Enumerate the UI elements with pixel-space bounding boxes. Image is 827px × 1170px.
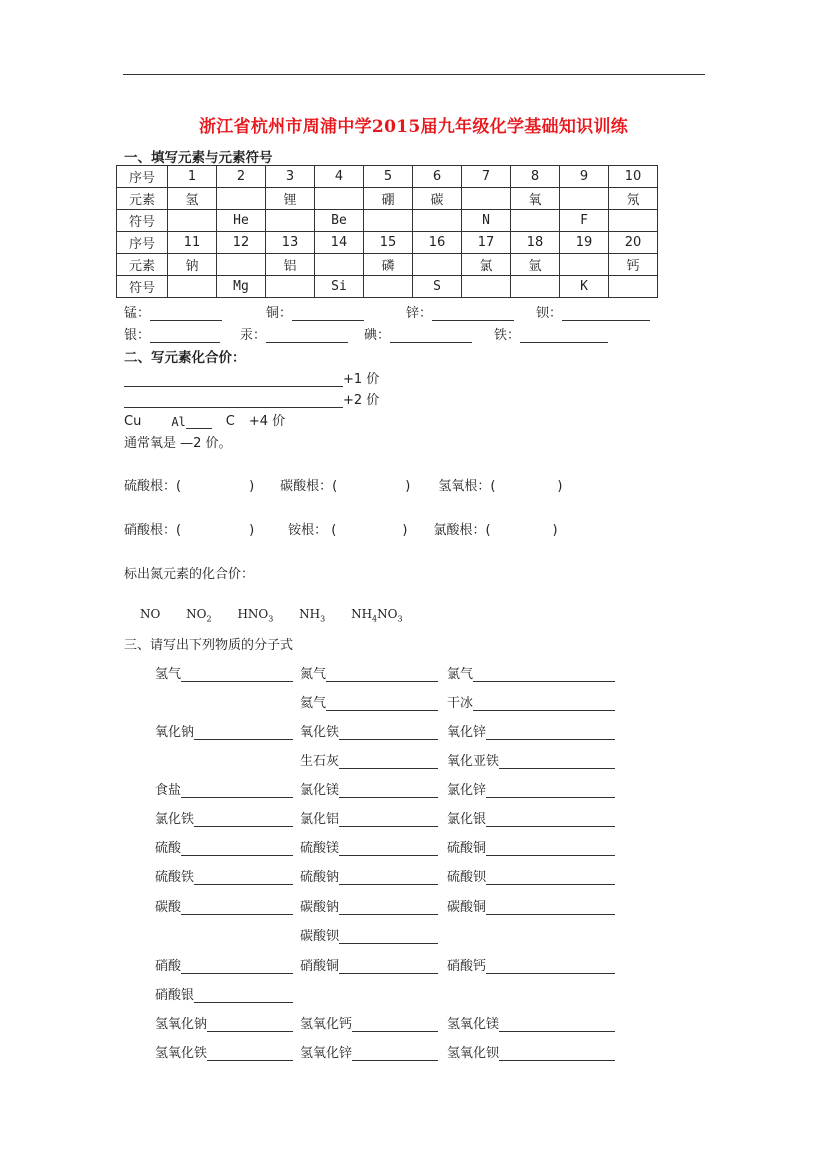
answer-blank[interactable] bbox=[486, 812, 615, 827]
table-cell[interactable]: 氢 bbox=[168, 188, 217, 210]
substance-label: 生石灰 bbox=[300, 754, 340, 769]
table-cell[interactable]: 5 bbox=[364, 166, 413, 188]
table-row bbox=[117, 188, 658, 210]
table-row bbox=[117, 210, 658, 232]
answer-blank[interactable] bbox=[150, 328, 220, 343]
substance-label: 氢氧化镁 bbox=[447, 1017, 500, 1032]
table-cell[interactable] bbox=[511, 210, 560, 232]
element-c: C bbox=[225, 414, 235, 429]
valence-line-2 bbox=[124, 389, 379, 408]
close-paren: ) bbox=[552, 523, 558, 538]
table-row bbox=[117, 166, 658, 188]
table-cell[interactable]: 14 bbox=[315, 232, 364, 254]
oxygen-note: 通常氧是 —2 价。 bbox=[124, 436, 232, 451]
close-paren: ) bbox=[405, 479, 411, 494]
table-cell[interactable]: 2 bbox=[217, 166, 266, 188]
row-label: 符号 bbox=[117, 210, 168, 232]
extra-label: 锰： bbox=[124, 306, 151, 321]
answer-blank[interactable] bbox=[339, 783, 438, 798]
formula-item bbox=[155, 866, 293, 885]
answer-blank[interactable] bbox=[124, 393, 343, 408]
answer-blank[interactable] bbox=[499, 754, 615, 769]
element-al: Al bbox=[171, 415, 186, 429]
answer-blank[interactable] bbox=[390, 328, 472, 343]
substance-label: 氢氧化钡 bbox=[447, 1046, 500, 1061]
substance-label: 氧化钠 bbox=[155, 725, 195, 740]
formula-item bbox=[155, 837, 293, 856]
answer-blank[interactable] bbox=[339, 900, 438, 915]
formula-no: NO bbox=[140, 607, 161, 621]
table-cell[interactable] bbox=[217, 254, 266, 276]
table-cell[interactable]: He bbox=[217, 210, 266, 232]
table-cell[interactable] bbox=[462, 276, 511, 298]
valence-suffix: +2 价 bbox=[343, 393, 380, 408]
table-cell[interactable] bbox=[315, 188, 364, 210]
answer-blank[interactable] bbox=[181, 783, 293, 798]
table-row bbox=[117, 232, 658, 254]
answer-blank[interactable] bbox=[486, 870, 615, 885]
row-label: 序号 bbox=[117, 232, 168, 254]
answer-blank[interactable] bbox=[194, 870, 293, 885]
root-label: 硝酸根：( bbox=[124, 523, 182, 538]
answer-blank[interactable] bbox=[181, 900, 293, 915]
table-cell[interactable]: 铝 bbox=[266, 254, 315, 276]
substance-label: 氧化亚铁 bbox=[447, 754, 500, 769]
answer-blank[interactable] bbox=[207, 1046, 293, 1061]
answer-blank[interactable] bbox=[499, 1017, 615, 1032]
table-cell[interactable]: F bbox=[560, 210, 609, 232]
table-cell[interactable]: 6 bbox=[413, 166, 462, 188]
answer-blank[interactable] bbox=[486, 959, 615, 974]
substance-label: 碳酸钡 bbox=[300, 929, 340, 944]
table-cell[interactable]: Be bbox=[315, 210, 364, 232]
table-cell[interactable]: 氯 bbox=[462, 254, 511, 276]
formula-nh4no3: $NH_4NO_3$ bbox=[351, 607, 403, 624]
formula-item bbox=[300, 663, 438, 682]
table-row bbox=[117, 276, 658, 298]
table-cell[interactable]: N bbox=[462, 210, 511, 232]
table-cell[interactable]: 氧 bbox=[511, 188, 560, 210]
formula-item bbox=[300, 1013, 438, 1032]
extra-label: 铁： bbox=[494, 328, 521, 343]
substance-label: 氯气 bbox=[447, 667, 474, 682]
substance-label: 氦气 bbox=[300, 696, 327, 711]
substance-label: 氢氧化锌 bbox=[300, 1046, 353, 1061]
table-cell[interactable]: 4 bbox=[315, 166, 364, 188]
table-cell[interactable]: 15 bbox=[364, 232, 413, 254]
root-label: 硫酸根：( bbox=[124, 479, 182, 494]
table-cell[interactable]: 19 bbox=[560, 232, 609, 254]
answer-blank[interactable] bbox=[186, 414, 212, 429]
root-label: 氢氧根：( bbox=[438, 479, 496, 494]
root-label: 铵根： ( bbox=[288, 523, 337, 538]
formula-nh3: $NH_3$ bbox=[299, 607, 326, 624]
formula-item bbox=[300, 721, 438, 740]
formula-item bbox=[447, 1042, 615, 1061]
answer-blank[interactable] bbox=[486, 725, 615, 740]
answer-blank[interactable] bbox=[339, 870, 438, 885]
table-cell[interactable]: 氩 bbox=[511, 254, 560, 276]
table-cell[interactable]: 1 bbox=[168, 166, 217, 188]
answer-blank[interactable] bbox=[339, 929, 438, 944]
answer-blank[interactable] bbox=[326, 696, 438, 711]
substance-label: 食盐 bbox=[155, 783, 182, 798]
substance-label: 氯化锌 bbox=[447, 783, 487, 798]
close-paren: ) bbox=[402, 523, 408, 538]
formula-item bbox=[447, 750, 615, 769]
substance-label: 硫酸铜 bbox=[447, 841, 487, 856]
formula-item bbox=[155, 808, 293, 827]
extra-label: 锌： bbox=[406, 306, 433, 321]
answer-blank[interactable] bbox=[194, 725, 293, 740]
answer-blank[interactable] bbox=[562, 306, 650, 321]
substance-label: 干冰 bbox=[447, 696, 474, 711]
formula-item bbox=[447, 1013, 615, 1032]
table-cell[interactable]: 碳 bbox=[413, 188, 462, 210]
answer-blank[interactable] bbox=[181, 841, 293, 856]
header-rule bbox=[123, 74, 705, 75]
table-cell[interactable]: 20 bbox=[609, 232, 658, 254]
table-cell[interactable] bbox=[364, 276, 413, 298]
table-cell[interactable]: 锂 bbox=[266, 188, 315, 210]
answer-blank[interactable] bbox=[150, 306, 222, 321]
formula-item bbox=[447, 896, 615, 915]
table-row bbox=[117, 254, 658, 276]
substance-label: 氮气 bbox=[300, 667, 327, 682]
substance-label: 碳酸铜 bbox=[447, 900, 487, 915]
formula-item bbox=[155, 1013, 293, 1032]
answer-blank[interactable] bbox=[486, 841, 615, 856]
table-cell[interactable]: K bbox=[560, 276, 609, 298]
table-cell[interactable]: 12 bbox=[217, 232, 266, 254]
table-cell[interactable]: 17 bbox=[462, 232, 511, 254]
substance-label: 硝酸铜 bbox=[300, 959, 340, 974]
table-cell[interactable] bbox=[511, 276, 560, 298]
answer-blank[interactable] bbox=[432, 306, 514, 321]
table-cell[interactable]: Mg bbox=[217, 276, 266, 298]
answer-blank[interactable] bbox=[292, 306, 364, 321]
substance-label: 碳酸钠 bbox=[300, 900, 340, 915]
answer-blank[interactable] bbox=[339, 841, 438, 856]
table-cell[interactable]: S bbox=[413, 276, 462, 298]
table-cell[interactable] bbox=[560, 254, 609, 276]
substance-label: 氧化铁 bbox=[300, 725, 340, 740]
substance-label: 氧化锌 bbox=[447, 725, 487, 740]
substance-label: 氯化镁 bbox=[300, 783, 340, 798]
formula-item bbox=[155, 721, 293, 740]
formula-item bbox=[447, 779, 615, 798]
formula-item bbox=[300, 925, 438, 944]
table-cell[interactable] bbox=[217, 188, 266, 210]
substance-label: 硫酸铁 bbox=[155, 870, 195, 885]
formula-hno3: $HNO_3$ bbox=[237, 607, 274, 624]
table-cell[interactable] bbox=[609, 276, 658, 298]
substance-label: 氢氧化钙 bbox=[300, 1017, 353, 1032]
formula-item bbox=[300, 808, 438, 827]
answer-blank[interactable] bbox=[124, 372, 343, 387]
formula-item bbox=[155, 955, 293, 974]
table-cell[interactable]: 3 bbox=[266, 166, 315, 188]
table-cell[interactable]: 11 bbox=[168, 232, 217, 254]
table-cell[interactable]: 7 bbox=[462, 166, 511, 188]
answer-blank[interactable] bbox=[499, 1046, 615, 1061]
formula-item bbox=[300, 692, 438, 711]
substance-label: 氢氧化铁 bbox=[155, 1046, 208, 1061]
table-cell[interactable] bbox=[266, 276, 315, 298]
substance-label: 氢氧化钠 bbox=[155, 1017, 208, 1032]
roots-row-1 bbox=[124, 475, 562, 494]
roots-row-2 bbox=[124, 519, 558, 538]
formula-item bbox=[447, 837, 615, 856]
table-cell[interactable]: 磷 bbox=[364, 254, 413, 276]
formula-item bbox=[300, 955, 438, 974]
formula-item bbox=[300, 866, 438, 885]
substance-label: 氢气 bbox=[155, 667, 182, 682]
answer-blank[interactable] bbox=[339, 959, 438, 974]
formula-no2: $NO_2$ bbox=[186, 607, 212, 624]
answer-blank[interactable] bbox=[473, 696, 615, 711]
table-cell[interactable] bbox=[168, 276, 217, 298]
substance-label: 硫酸 bbox=[155, 841, 182, 856]
extra-label: 银： bbox=[124, 328, 151, 343]
substance-label: 硫酸钠 bbox=[300, 870, 340, 885]
answer-blank[interactable] bbox=[181, 959, 293, 974]
root-label: 氯酸根：( bbox=[433, 523, 491, 538]
table-cell[interactable] bbox=[413, 210, 462, 232]
answer-blank[interactable] bbox=[520, 328, 608, 343]
row-label: 序号 bbox=[117, 166, 168, 188]
table-cell[interactable]: 13 bbox=[266, 232, 315, 254]
formula-item bbox=[300, 837, 438, 856]
extra-label: 汞： bbox=[240, 328, 267, 343]
formula-item bbox=[447, 808, 615, 827]
table-cell[interactable]: 硼 bbox=[364, 188, 413, 210]
table-cell[interactable]: 9 bbox=[560, 166, 609, 188]
substance-label: 硫酸钡 bbox=[447, 870, 487, 885]
formula-item bbox=[300, 1042, 438, 1061]
extra-label: 铜： bbox=[266, 306, 293, 321]
answer-blank[interactable] bbox=[339, 812, 438, 827]
element-cu: Cu bbox=[124, 414, 142, 429]
nitrogen-prompt: 标出氮元素的化合价： bbox=[124, 567, 255, 582]
extra-label: 碘： bbox=[364, 328, 391, 343]
table-cell[interactable]: 10 bbox=[609, 166, 658, 188]
formula-item bbox=[300, 779, 438, 798]
root-label: 碳酸根：( bbox=[280, 479, 338, 494]
substance-label: 硝酸 bbox=[155, 959, 182, 974]
close-paren: ) bbox=[249, 523, 255, 538]
substance-label: 氯化银 bbox=[447, 812, 487, 827]
formula-item bbox=[447, 866, 615, 885]
valence-line-1 bbox=[124, 368, 379, 387]
answer-blank[interactable] bbox=[266, 328, 348, 343]
close-paren: ) bbox=[557, 479, 563, 494]
row-label: 符号 bbox=[117, 276, 168, 298]
formula-item bbox=[155, 663, 293, 682]
formula-item bbox=[447, 955, 615, 974]
answer-blank[interactable] bbox=[352, 1017, 438, 1032]
answer-blank[interactable] bbox=[181, 667, 293, 682]
answer-blank[interactable] bbox=[339, 725, 438, 740]
extra-label: 钡： bbox=[536, 306, 563, 321]
row-label: 元素 bbox=[117, 254, 168, 276]
table-cell[interactable]: 氖 bbox=[609, 188, 658, 210]
formula-item bbox=[447, 692, 615, 711]
substance-label: 氯化铝 bbox=[300, 812, 340, 827]
substance-label: 硫酸镁 bbox=[300, 841, 340, 856]
formula-item bbox=[300, 750, 438, 769]
page-title: 浙江省杭州市周浦中学2015届九年级化学基础知识训练 bbox=[198, 117, 629, 137]
answer-blank[interactable] bbox=[339, 754, 438, 769]
formula-item bbox=[155, 779, 293, 798]
table-cell[interactable] bbox=[168, 210, 217, 232]
table-cell[interactable] bbox=[266, 210, 315, 232]
table-cell[interactable]: 钙 bbox=[609, 254, 658, 276]
extra-row-2 bbox=[124, 324, 608, 343]
answer-blank[interactable] bbox=[473, 667, 615, 682]
answer-blank[interactable] bbox=[326, 667, 438, 682]
extra-row-1 bbox=[124, 302, 650, 321]
answer-blank[interactable] bbox=[194, 812, 293, 827]
table-cell[interactable] bbox=[315, 254, 364, 276]
substance-label: 氯化铁 bbox=[155, 812, 195, 827]
formula-item bbox=[300, 896, 438, 915]
table-cell[interactable] bbox=[609, 210, 658, 232]
substance-label: 硝酸银 bbox=[155, 988, 195, 1003]
valence-suffix: +1 价 bbox=[343, 372, 380, 387]
table-cell[interactable] bbox=[413, 254, 462, 276]
row-label: 元素 bbox=[117, 188, 168, 210]
answer-blank[interactable] bbox=[207, 1017, 293, 1032]
table-cell[interactable]: 18 bbox=[511, 232, 560, 254]
close-paren: ) bbox=[249, 479, 255, 494]
valence-line-3 bbox=[124, 410, 285, 429]
answer-blank[interactable] bbox=[194, 988, 293, 1003]
valence-suffix: +4 价 bbox=[248, 414, 286, 429]
table-cell[interactable] bbox=[560, 188, 609, 210]
table-cell[interactable] bbox=[462, 188, 511, 210]
section1-heading: 一、填写元素与元素符号 bbox=[124, 150, 273, 166]
formula-item bbox=[155, 896, 293, 915]
table-cell[interactable] bbox=[364, 210, 413, 232]
formula-item bbox=[447, 721, 615, 740]
substance-label: 碳酸 bbox=[155, 900, 182, 915]
nitrogen-formulas bbox=[140, 607, 403, 623]
answer-blank[interactable] bbox=[486, 783, 615, 798]
table-cell[interactable]: Si bbox=[315, 276, 364, 298]
answer-blank[interactable] bbox=[486, 900, 615, 915]
element-table bbox=[116, 165, 658, 298]
section3-heading: 三、请写出下列物质的分子式 bbox=[124, 638, 294, 653]
answer-blank[interactable] bbox=[352, 1046, 438, 1061]
table-cell[interactable]: 8 bbox=[511, 166, 560, 188]
table-cell[interactable]: 钠 bbox=[168, 254, 217, 276]
table-cell[interactable]: 16 bbox=[413, 232, 462, 254]
substance-label: 硝酸钙 bbox=[447, 959, 487, 974]
formula-item bbox=[447, 663, 615, 682]
formula-item bbox=[155, 1042, 293, 1061]
formula-item bbox=[155, 984, 293, 1003]
section2-heading: 二、写元素化合价： bbox=[124, 350, 246, 366]
